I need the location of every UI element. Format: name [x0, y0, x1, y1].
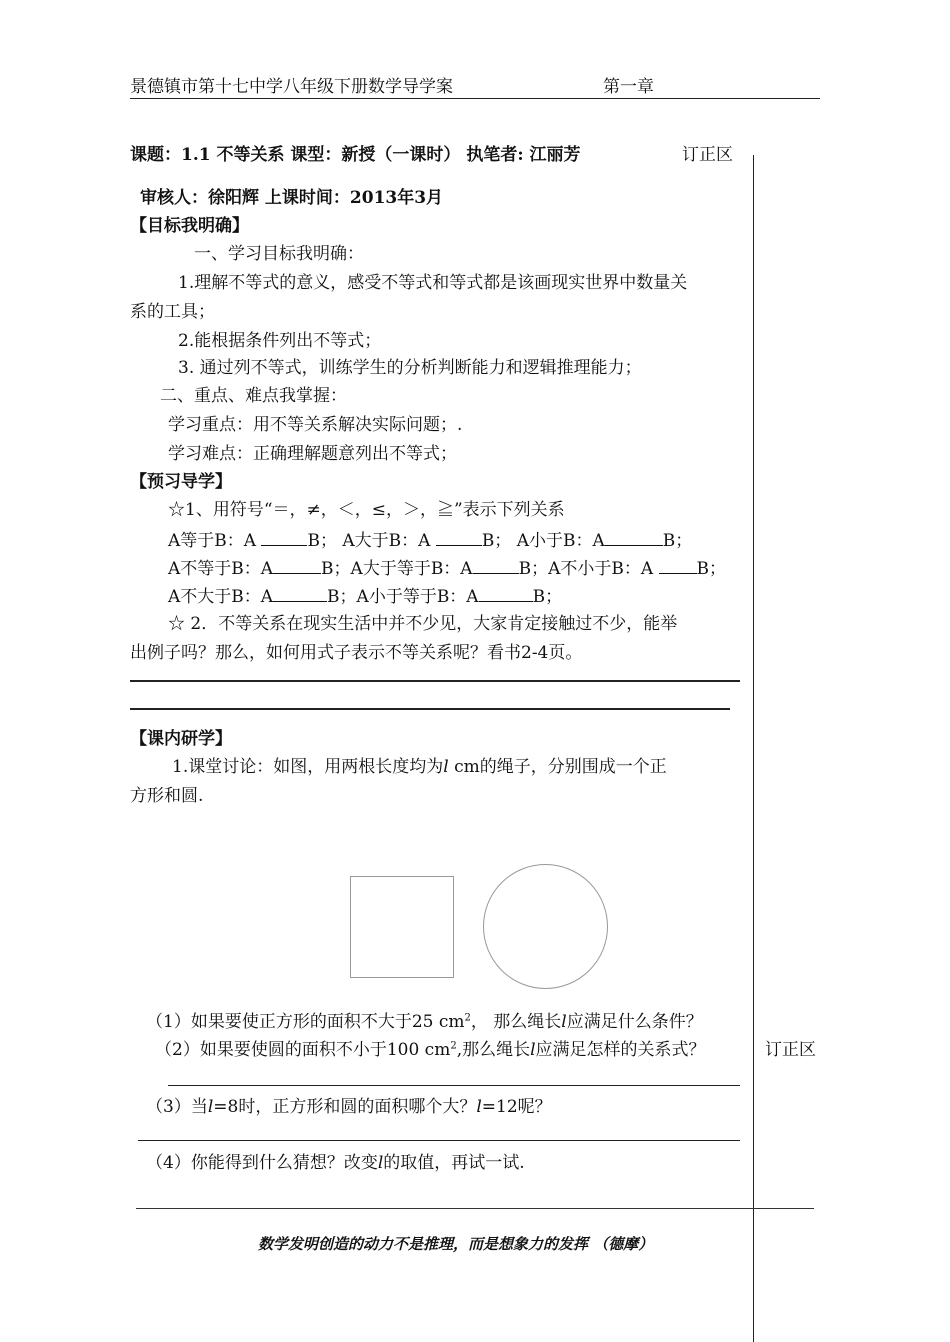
problem-text: 的取值，再试一试.	[383, 1153, 525, 1173]
problem-2	[155, 1040, 706, 1060]
variable-l: l	[476, 1097, 482, 1117]
problem-text: （2）如果要使圆的面积不小于100 cm	[155, 1040, 451, 1060]
variable-l: l	[530, 1040, 536, 1060]
superscript: 2	[450, 1040, 457, 1052]
discussion-text: 1.课堂讨论：如图，用两根长度均为	[172, 757, 444, 777]
problem-1	[146, 1012, 703, 1032]
answer-line[interactable]	[130, 708, 730, 710]
superscript: 2	[464, 1012, 471, 1024]
relation-text: B；	[696, 559, 727, 579]
relation-text: A等于B：A	[168, 531, 262, 551]
variable-l: l	[443, 757, 449, 777]
problem-text: =12呢？	[481, 1097, 552, 1117]
discussion-text: cm的绳子，分别围成一个正	[448, 757, 667, 777]
answer-blank[interactable]	[479, 585, 533, 602]
goals-subheading-1: 一、学习目标我明确：	[194, 244, 364, 264]
learning-focus: 学习重点：用不等关系解决实际问题；.	[168, 415, 463, 435]
goal-item-1a: 1.理解不等式的意义，感受不等式和等式都是该画现实世界中数量关	[178, 273, 688, 293]
relation-text: B；	[662, 531, 693, 551]
relation-text: B； A小于B：A	[481, 531, 605, 551]
lesson-meta-line: 课题：1.1 不等关系 课型：新授（一课时） 执笔者: 江丽芳	[130, 145, 581, 165]
section-heading-goals: 【目标我明确】	[130, 216, 249, 236]
learning-difficulty: 学习难点：正确理解题意列出不等式；	[168, 444, 457, 464]
relation-text: B；	[532, 587, 563, 607]
preview-question-2a: ☆ 2．不等关系在现实生活中并不少见，大家肯定接触过不少，能举	[168, 614, 678, 634]
problem-text: 应满足怎样的关系式？	[535, 1040, 706, 1060]
section-heading-preview: 【预习导学】	[130, 472, 232, 492]
answer-blank[interactable]	[605, 529, 663, 546]
goal-item-3: 3. 通过列不等式，训练学生的分析判断能力和逻辑推理能力；	[178, 358, 642, 378]
variable-l: l	[561, 1012, 567, 1032]
relation-text: B；A大于等于B：A	[321, 559, 473, 579]
reviewer-meta-line: 审核人：徐阳辉 上课时间：2013年3月	[140, 188, 444, 208]
relation-row-3	[168, 585, 562, 607]
preview-question-1: ☆1、用符号“＝，≠，＜，≤，＞，≧”表示下列关系	[168, 500, 565, 520]
variable-l: l	[377, 1153, 384, 1173]
variable-l: l	[207, 1097, 214, 1117]
relation-text: A不大于B：A	[168, 587, 274, 607]
answer-blank[interactable]	[273, 585, 327, 602]
relation-text: B；A不小于B：A	[518, 559, 659, 579]
relation-text: A不等于B：A	[168, 559, 274, 579]
answer-line[interactable]	[130, 680, 740, 682]
problem-text: ， 那么绳长	[470, 1012, 562, 1032]
revision-margin-line	[753, 155, 754, 1342]
header-school-title: 景德镇市第十七中学八年级下册数学导学案	[130, 77, 453, 97]
relation-row-2	[168, 557, 726, 579]
problem-text: =8时，正方形和圆的面积哪个大？	[213, 1097, 477, 1117]
goal-item-1b: 系的工具；	[130, 302, 215, 322]
relation-row-1	[168, 529, 692, 551]
goal-item-2: 2.能根据条件列出不等式；	[178, 331, 382, 351]
header-chapter: 第一章	[603, 77, 654, 97]
problem-text: （3）当	[146, 1097, 208, 1117]
problem-text: 应满足什么条件？	[566, 1012, 703, 1032]
preview-question-2b: 出例子吗？那么，如何用式子表示不等关系呢？看书2-4页。	[130, 643, 583, 663]
answer-blank[interactable]	[659, 557, 697, 574]
circle-figure	[483, 864, 608, 989]
square-figure	[350, 876, 454, 978]
answer-blank[interactable]	[436, 529, 482, 546]
answer-blank[interactable]	[273, 557, 321, 574]
answer-line[interactable]	[168, 1085, 740, 1086]
problem-text: （4）你能得到什么猜想？改变	[146, 1153, 378, 1173]
footer-rule	[136, 1208, 814, 1209]
answer-line[interactable]	[138, 1140, 740, 1141]
discussion-text-a	[172, 757, 667, 777]
revision-label-top: 订正区	[682, 145, 733, 165]
problem-3	[146, 1097, 552, 1117]
answer-blank[interactable]	[261, 529, 307, 546]
footer-quote: 数学发明创造的动力不是推理，而是想象力的发挥 （德摩）	[258, 1235, 654, 1253]
relation-text: B；A小于等于B：A	[327, 587, 479, 607]
problem-text: （1）如果要使正方形的面积不大于25 cm	[146, 1012, 465, 1032]
goals-subheading-2: 二、重点、难点我掌握：	[160, 386, 347, 406]
section-heading-class-study: 【课内研学】	[130, 729, 232, 749]
answer-blank[interactable]	[473, 557, 519, 574]
problem-text: ,那么绳长	[456, 1040, 531, 1060]
problem-4	[146, 1153, 525, 1173]
revision-label-bottom: 订正区	[765, 1040, 816, 1060]
discussion-text-b: 方形和圆.	[130, 786, 204, 806]
relation-text: B； A大于B：A	[307, 531, 436, 551]
header-rule	[130, 98, 820, 99]
